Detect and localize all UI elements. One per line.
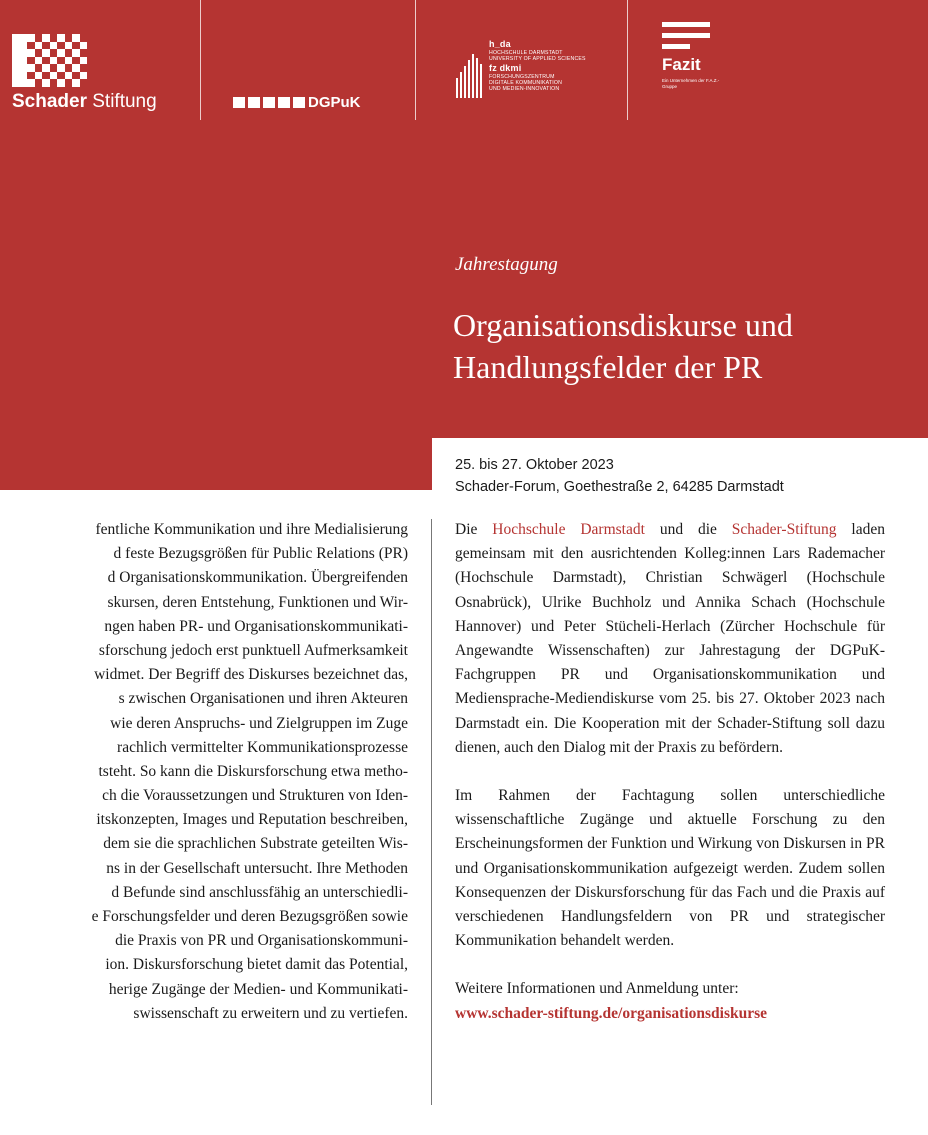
checker-cell <box>72 57 80 65</box>
checker-cell <box>12 64 20 72</box>
left-text-line: s zwischen Organisationen und ihren Akteuren <box>118 690 408 708</box>
fazit-subline: Ein Unternehmen der F.A.Z.-Gruppe <box>662 78 720 89</box>
event-meta <box>455 454 784 498</box>
left-text-line: dem sie die sprachlichen Substrate geteilten Wis- <box>103 835 408 853</box>
hda-fzdkmi-logo[interactable] <box>454 38 614 118</box>
event-venue: Schader-Forum, Goethestraße 2, 64285 Darmstadt <box>455 479 784 495</box>
checker-cell <box>50 49 58 57</box>
dgpuk-logo[interactable] <box>233 94 361 111</box>
checker-cell <box>35 34 43 42</box>
dgpuk-square-icon <box>233 97 245 108</box>
checker-cell <box>20 79 28 87</box>
left-column-text <box>8 518 408 1026</box>
schader-stiftung-logo[interactable] <box>12 34 157 112</box>
dgpuk-square-icon <box>248 97 260 108</box>
schader-logo-regular: Stiftung <box>86 91 157 112</box>
checker-cell <box>50 64 58 72</box>
checker-cell <box>72 42 80 50</box>
hda-line: UNIVERSITY OF APPLIED SCIENCES <box>489 56 586 62</box>
left-text-line: d Organisationskommunikation. Übergreifenden <box>107 569 408 587</box>
dgpuk-square-icon <box>278 97 290 108</box>
checker-cell <box>12 57 20 65</box>
checker-cell <box>35 79 43 87</box>
fzdkmi-name: fz dkmi <box>489 63 522 73</box>
checker-cell <box>20 57 28 65</box>
left-text-line: itskonzepten, Images und Reputation beschreiben, <box>96 811 408 829</box>
checker-cell <box>42 34 50 42</box>
checker-cell <box>72 72 80 80</box>
logo-divider <box>627 0 628 120</box>
fazit-bar-icon <box>662 33 710 38</box>
left-text-line: d feste Bezugsgrößen für Public Relations (PR) <box>113 545 408 563</box>
checker-cell <box>72 34 80 42</box>
dgpuk-square-icon <box>263 97 275 108</box>
left-text-line: widmet. Der Begriff des Diskurses bezeichnet das, <box>94 666 408 684</box>
checker-cell <box>27 64 35 72</box>
checker-cell <box>80 57 88 65</box>
checker-cell <box>57 79 65 87</box>
checker-cell <box>27 79 35 87</box>
checker-cell <box>65 57 73 65</box>
hochschule-darmstadt-link[interactable]: Hochschule Darmstadt <box>492 521 645 538</box>
left-text-line: die Praxis von PR und Organisationskommuni- <box>115 932 408 950</box>
checker-cell <box>50 79 58 87</box>
checker-cell <box>42 42 50 50</box>
checker-cell <box>12 34 20 42</box>
checker-cell <box>80 64 88 72</box>
fazit-name: Fazit <box>662 55 701 74</box>
column-divider <box>431 519 432 1105</box>
checker-cell <box>42 49 50 57</box>
checker-cell <box>57 49 65 57</box>
left-text-line: ns in der Gesellschaft untersucht. Ihre Methoden <box>106 859 408 877</box>
checker-cell <box>12 42 20 50</box>
checker-cell <box>20 64 28 72</box>
event-date: 25. bis 27. Oktober 2023 <box>455 457 614 473</box>
checker-cell <box>20 34 28 42</box>
checker-cell <box>80 42 88 50</box>
event-title <box>453 304 923 388</box>
checker-cell <box>72 49 80 57</box>
checker-cell <box>80 49 88 57</box>
fazit-logo[interactable] <box>662 22 722 90</box>
hda-name: h_da <box>489 39 511 49</box>
checker-cell <box>80 72 88 80</box>
checker-cell <box>42 72 50 80</box>
intro-paragraph: Die Hochschule Darmstadt und die Schader-Stiftung laden gemeinsam mit den ausrichtenden Kolleg:innen Lars Rademacher (Hochschule Darmstadt), Christian Schwägerl (Hochschule Osnabrück), Ulrike Buchholz und Annika Schach (Hochschule Hannover) und Peter Stücheli-Herlach (Zürcher Hochschule für Angewandte Wissenschaften) zur Jahrestagung der DGPuK-Fachgruppen PR und Organisationskommunikation und Mediensprache-Mediendiskurse vom 25. bis 27. Oktober 2023 nach Darmstadt ein. Die Kooperation mit der Schader-Stiftung soll dazu dienen, auch den Dialog mit der Praxis zu befördern. <box>455 521 885 756</box>
fazit-bar-icon <box>662 44 690 49</box>
checker-cell <box>80 34 88 42</box>
checker-cell <box>12 49 20 57</box>
right-column-text <box>455 518 885 1026</box>
checker-cell <box>65 64 73 72</box>
event-title-line: Organisationsdiskurse und <box>453 307 793 343</box>
checker-cell <box>65 79 73 87</box>
checker-cell <box>35 72 43 80</box>
checker-cell <box>50 57 58 65</box>
checker-cell <box>12 79 20 87</box>
left-text-line: herige Zugänge der Medien- und Kommunikati- <box>108 980 408 998</box>
schader-checker-icon <box>12 34 87 87</box>
checker-cell <box>57 34 65 42</box>
checker-cell <box>57 42 65 50</box>
schader-logo-bold: Schader <box>12 91 87 112</box>
left-text-line: e Forschungsfelder und deren Bezugsgrößen sowie <box>91 908 408 925</box>
fachtagung-paragraph: Im Rahmen der Fachtagung sollen unterschiedliche wissenschaftliche Zugänge und aktuelle Forschung zu den Erscheinungsformen der Funktion und Wirkung von Diskursen in PR und Organisationskommunikation aufgezeigt werden. Zudem sollen Konsequenzen der Diskursforschung für das Fach und die Praxis auf verschiedenen Handlungsfeldern von PR und strategischer Kommunikation behandelt werden. <box>455 787 885 950</box>
fzdkmi-line: DIGITALE KOMMUNIKATION <box>489 80 563 86</box>
dgpuk-square-icon <box>293 97 305 108</box>
event-title-line: Handlungsfelder der PR <box>453 349 763 385</box>
event-kicker: Jahrestagung <box>455 254 558 275</box>
fazit-bar-icon <box>662 22 710 27</box>
logo-divider <box>415 0 416 120</box>
checker-cell <box>65 49 73 57</box>
left-text-line: ngen haben PR- und Organisationskommunikati- <box>104 617 408 635</box>
left-text-line: ion. Diskursforschung bietet damit das Potential, <box>105 956 408 974</box>
checker-cell <box>27 42 35 50</box>
checker-cell <box>57 57 65 65</box>
hda-bars-icon <box>454 48 484 98</box>
left-text-line: swissenschaft zu erweitern und zu vertiefen. <box>133 1004 408 1022</box>
left-text-line: skursen, deren Entstehung, Funktionen und Wir- <box>107 593 408 611</box>
checker-cell <box>35 57 43 65</box>
left-text-line: sforschung jedoch erst punktuell Aufmerksamkeit <box>98 641 408 659</box>
left-text-line: ch die Voraussetzungen und Strukturen von Iden- <box>102 787 408 805</box>
checker-cell <box>35 42 43 50</box>
checker-cell <box>57 72 65 80</box>
hda-line: HOCHSCHULE DARMSTADT <box>489 50 563 56</box>
more-info-label: Weitere Informationen und Anmeldung unter: <box>455 980 739 998</box>
left-text-line: wie deren Anspruchs- und Zielgruppen im Zuge <box>110 714 408 732</box>
checker-cell <box>50 72 58 80</box>
checker-cell <box>42 57 50 65</box>
checker-cell <box>35 64 43 72</box>
checker-cell <box>80 79 88 87</box>
checker-cell <box>27 49 35 57</box>
checker-cell <box>12 72 20 80</box>
checker-cell <box>50 42 58 50</box>
checker-cell <box>50 34 58 42</box>
fzdkmi-line: FORSCHUNGSZENTRUM <box>489 74 555 80</box>
checker-cell <box>20 49 28 57</box>
logo-divider <box>200 0 201 120</box>
checker-cell <box>20 42 28 50</box>
left-text-line: rachlich vermittelter Kommunikationsprozesse <box>117 738 408 756</box>
registration-url-link[interactable]: www.schader-stiftung.de/organisationsdiskurse <box>455 1004 768 1022</box>
checker-cell <box>35 49 43 57</box>
dgpuk-logo-text: DGPuK <box>308 94 361 111</box>
fzdkmi-line: UND MEDIEN-INNOVATION <box>489 86 560 92</box>
checker-cell <box>42 64 50 72</box>
checker-cell <box>27 34 35 42</box>
checker-cell <box>20 72 28 80</box>
checker-cell <box>42 79 50 87</box>
checker-cell <box>65 72 73 80</box>
left-text-line: tsteht. So kann die Diskursforschung etwa metho- <box>98 762 408 780</box>
left-text-line: d Befunde sind anschlussfähig an unterschiedli- <box>111 883 408 901</box>
left-text-line: fentliche Kommunikation und ihre Medialisierung <box>95 521 408 538</box>
checker-cell <box>57 64 65 72</box>
checker-cell <box>72 64 80 72</box>
checker-cell <box>65 42 73 50</box>
checker-cell <box>27 72 35 80</box>
schader-stiftung-link[interactable]: Schader-Stiftung <box>731 521 837 538</box>
checker-cell <box>72 79 80 87</box>
checker-cell <box>27 57 35 65</box>
checker-cell <box>65 34 73 42</box>
